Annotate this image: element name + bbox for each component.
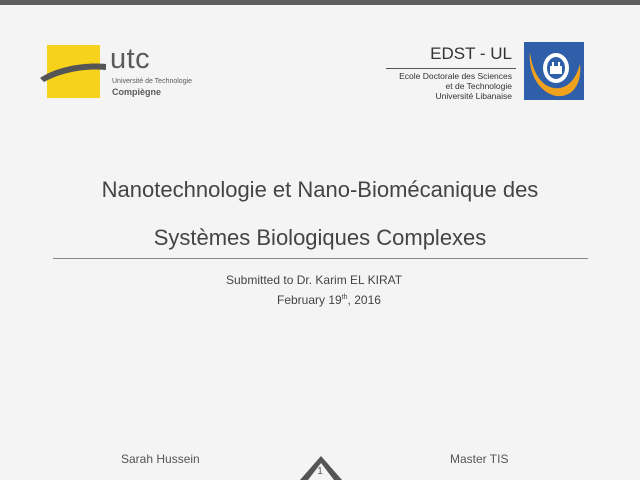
utc-logo	[38, 44, 208, 100]
utc-swoosh-icon	[38, 52, 108, 92]
edst-title: EDST - UL	[430, 44, 512, 63]
page-number: 1	[317, 466, 323, 477]
top-bar	[0, 0, 640, 5]
submitted-prefix: Submitted to	[226, 273, 297, 287]
title-line-1: Nanotechnologie et Nano-Biomécanique des	[101, 177, 539, 202]
edst-line-1: Ecole Doctorale des Sciences	[399, 71, 512, 81]
edst-line-3: Université Libanaise	[435, 91, 512, 101]
utc-city: Compiègne	[112, 87, 162, 97]
supervisor-name: Dr. Karim EL KIRAT	[296, 273, 403, 287]
edst-divider	[386, 68, 516, 69]
edst-block	[386, 44, 516, 104]
date-month-day: February 19	[277, 293, 342, 307]
date-ordinal: th	[341, 294, 348, 301]
footer-program: Master TIS	[450, 452, 509, 466]
date-year: , 2016	[347, 293, 381, 307]
submission-date	[277, 293, 381, 307]
submission-line	[226, 273, 402, 287]
lebanese-university-logo	[524, 42, 584, 100]
title-line-2: Systèmes Biologiques Complexes	[153, 225, 487, 250]
edst-line-2: et de Technologie	[445, 81, 512, 91]
title-rule	[53, 258, 588, 259]
utc-subtitle: Université de Technologie	[112, 78, 193, 85]
footer-author: Sarah Hussein	[121, 452, 200, 466]
utc-wordmark: utc	[110, 43, 151, 75]
